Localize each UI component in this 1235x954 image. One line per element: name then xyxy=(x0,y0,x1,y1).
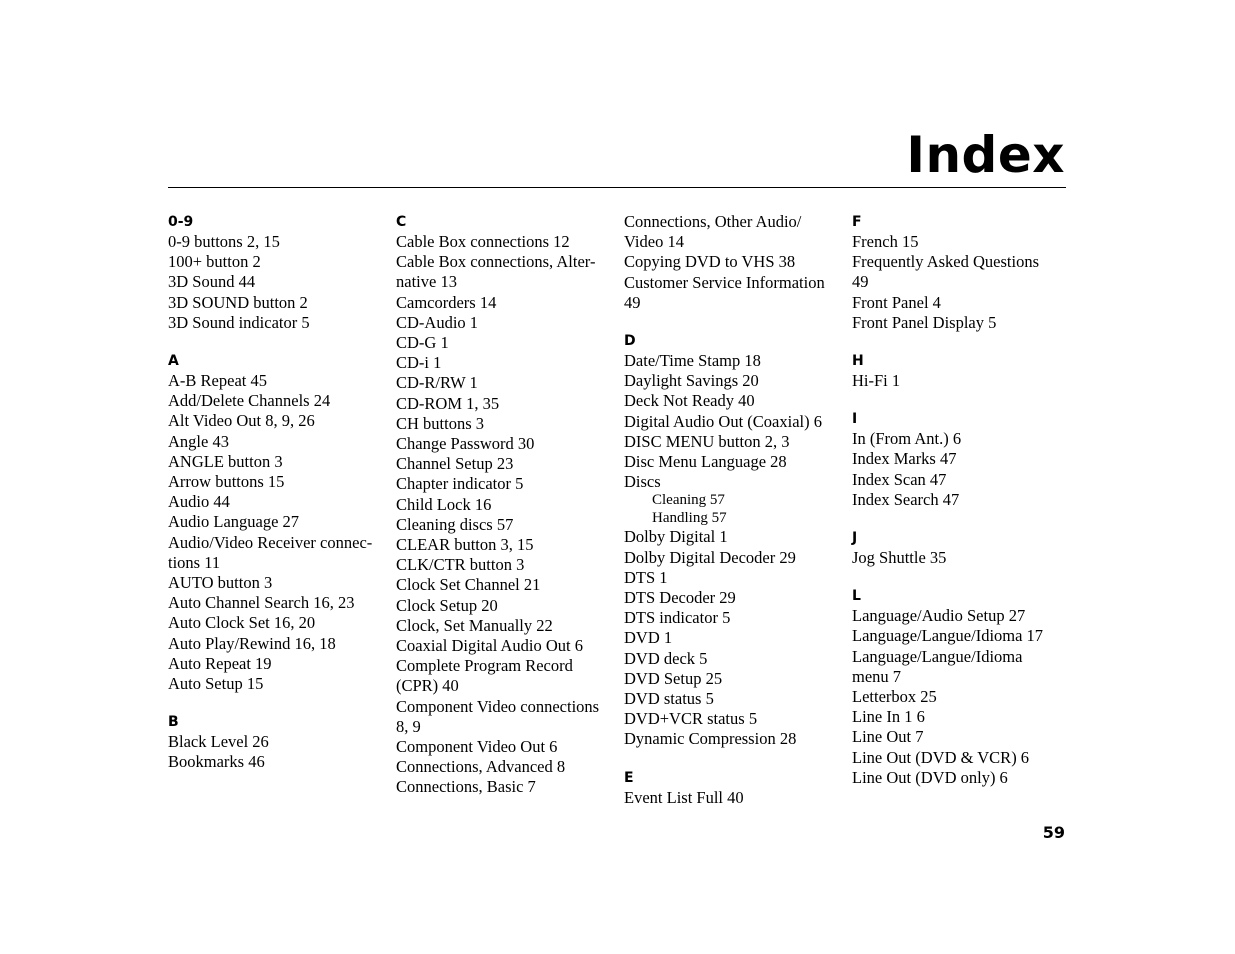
index-entry: Cable Box connections, Alter- xyxy=(396,252,596,272)
index-entry: Auto Play/Rewind 16, 18 xyxy=(168,633,336,653)
index-entry: 8, 9 xyxy=(396,716,421,736)
section-letter-heading: A xyxy=(168,353,179,370)
index-entry: Arrow buttons 15 xyxy=(168,472,285,492)
index-entry: native 13 xyxy=(396,272,457,292)
index-entry: Connections, Basic 7 xyxy=(396,777,536,797)
section-letter-heading: I xyxy=(852,411,858,428)
index-entry: Channel Setup 23 xyxy=(396,454,514,474)
index-entry: Index Search 47 xyxy=(852,489,960,509)
index-entry: Black Level 26 xyxy=(168,732,269,752)
page-title: Index xyxy=(906,126,1065,184)
index-entry: A-B Repeat 45 xyxy=(168,371,267,391)
index-entry: Auto Channel Search 16, 23 xyxy=(168,593,355,613)
index-entry: Cleaning discs 57 xyxy=(396,514,514,534)
index-column-1 xyxy=(168,212,383,791)
index-section xyxy=(852,351,1067,391)
index-entry: Clock Setup 20 xyxy=(396,595,498,615)
index-entry: CD-R/RW 1 xyxy=(396,373,478,393)
index-entry: CLEAR button 3, 15 xyxy=(396,535,534,555)
index-entry: Frequently Asked Questions xyxy=(852,252,1039,272)
index-entry: French 15 xyxy=(852,232,919,251)
index-entry: Language/Langue/Idioma xyxy=(852,646,1023,666)
index-entry: AUTO button 3 xyxy=(168,573,273,593)
section-letter-heading: C xyxy=(396,214,407,230)
section-letter-heading: E xyxy=(624,769,634,786)
index-entry: Angle 43 xyxy=(168,431,229,451)
index-entry: Audio 44 xyxy=(168,492,230,512)
index-entry: DTS indicator 5 xyxy=(624,608,731,628)
index-entry: Discs xyxy=(624,472,661,492)
index-entry: CD-i 1 xyxy=(396,353,442,373)
index-entry: Coaxial Digital Audio Out 6 xyxy=(396,636,583,656)
index-column-2 xyxy=(396,212,611,816)
index-entry: CD-Audio 1 xyxy=(396,312,479,332)
section-letter-heading: J xyxy=(852,530,858,547)
index-entry: Camcorders 14 xyxy=(396,292,497,312)
index-entry: Event List Full 40 xyxy=(624,787,744,807)
index-entry: Change Password 30 xyxy=(396,434,535,454)
index-section xyxy=(852,586,1067,788)
index-section xyxy=(852,409,1067,510)
index-entry: Front Panel 4 xyxy=(852,292,941,312)
index-entry: 100+ button 2 xyxy=(168,252,261,272)
index-entry: Child Lock 16 xyxy=(396,494,492,514)
index-entry: Auto Clock Set 16, 20 xyxy=(168,613,316,633)
index-entry: DTS 1 xyxy=(624,567,668,587)
index-entry: DVD Setup 25 xyxy=(624,668,723,688)
index-entry: Date/Time Stamp 18 xyxy=(624,351,761,371)
index-entry: Dolby Digital Decoder 29 xyxy=(624,547,796,567)
index-entry: Clock, Set Manually 22 xyxy=(396,615,553,635)
index-entry: Digital Audio Out (Coaxial) 6 xyxy=(624,411,822,431)
index-column-3 xyxy=(624,212,839,826)
index-section xyxy=(168,712,383,772)
index-entry: CD-ROM 1, 35 xyxy=(396,393,500,413)
index-entry: DVD deck 5 xyxy=(624,648,708,668)
index-entry: Alt Video Out 8, 9, 26 xyxy=(168,411,315,431)
index-entry: Language/Langue/Idioma 17 xyxy=(852,626,1044,646)
index-section xyxy=(852,212,1067,333)
section-letter-heading: F xyxy=(852,214,862,230)
index-section xyxy=(168,351,383,694)
index-section xyxy=(168,212,383,333)
section-letter-heading: L xyxy=(852,588,861,605)
section-letter-heading: 0-9 xyxy=(168,214,194,230)
index-entry: Connections, Advanced 8 xyxy=(396,757,566,777)
index-section xyxy=(396,212,611,798)
page-number: 59 xyxy=(1042,823,1065,842)
index-entry: 3D Sound 44 xyxy=(168,272,256,292)
index-entry: Customer Service Information xyxy=(624,272,825,292)
index-entry: Audio/Video Receiver connec- xyxy=(168,532,373,552)
index-entry: 3D Sound indicator 5 xyxy=(168,312,310,332)
index-subentry: Handling 57 xyxy=(652,509,727,526)
index-entry: Dynamic Compression 28 xyxy=(624,729,797,749)
index-entry: Auto Repeat 19 xyxy=(168,653,272,673)
index-entry: Line Out (DVD & VCR) 6 xyxy=(852,747,1030,767)
index-entry: Hi-Fi 1 xyxy=(852,371,901,391)
index-entry: Language/Audio Setup 27 xyxy=(852,606,1026,626)
index-entry: CH buttons 3 xyxy=(396,413,485,433)
index-entry: Copying DVD to VHS 38 xyxy=(624,252,796,272)
index-entry: DVD status 5 xyxy=(624,689,714,709)
index-entry: Line Out (DVD only) 6 xyxy=(852,767,1008,787)
index-entry: DISC MENU button 2, 3 xyxy=(624,431,790,451)
index-entry: Index Scan 47 xyxy=(852,469,947,489)
section-letter-heading: H xyxy=(852,353,864,370)
index-entry: Line Out 7 xyxy=(852,727,924,747)
index-entry: Clock Set Channel 21 xyxy=(396,575,541,595)
index-entry: Component Video Out 6 xyxy=(396,737,558,757)
index-entry: Letterbox 25 xyxy=(852,687,937,707)
index-entry: Bookmarks 46 xyxy=(168,752,265,772)
index-section xyxy=(624,331,839,750)
index-entry: DVD+VCR status 5 xyxy=(624,709,758,729)
index-entry: 0-9 buttons 2, 15 xyxy=(168,232,280,251)
index-entry: 49 xyxy=(624,292,641,312)
index-entry: Disc Menu Language 28 xyxy=(624,452,787,472)
index-entry: tions 11 xyxy=(168,552,221,572)
index-subentry: Cleaning 57 xyxy=(652,492,725,509)
index-entry: Jog Shuttle 35 xyxy=(852,548,947,568)
index-section xyxy=(852,528,1067,568)
section-letter-heading: D xyxy=(624,333,636,350)
index-entry: ANGLE button 3 xyxy=(168,451,283,471)
index-entry: CLK/CTR button 3 xyxy=(396,555,525,575)
index-entry: In (From Ant.) 6 xyxy=(852,429,962,449)
index-entry: Chapter indicator 5 xyxy=(396,474,524,494)
index-entry: Index Marks 47 xyxy=(852,449,957,469)
index-entry: CD-G 1 xyxy=(396,333,449,353)
index-entry: Daylight Savings 20 xyxy=(624,371,759,391)
index-entry: DTS Decoder 29 xyxy=(624,588,736,608)
index-section xyxy=(624,212,839,313)
index-entry: Audio Language 27 xyxy=(168,512,300,532)
section-letter-heading: B xyxy=(168,714,179,731)
index-entry: (CPR) 40 xyxy=(396,676,459,696)
index-entry: Auto Setup 15 xyxy=(168,674,264,694)
title-rule xyxy=(168,187,1066,188)
index-entry: Component Video connections xyxy=(396,696,600,716)
index-entry: Front Panel Display 5 xyxy=(852,312,997,332)
index-entry: menu 7 xyxy=(852,666,902,686)
index-entry: Connections, Other Audio/ xyxy=(624,212,802,231)
index-entry: Video 14 xyxy=(624,232,684,252)
index-section xyxy=(624,768,839,808)
index-entry: Add/Delete Channels 24 xyxy=(168,391,331,411)
index-entry: Line In 1 6 xyxy=(852,707,925,727)
index-entry: DVD 1 xyxy=(624,628,673,648)
index-entry: 49 xyxy=(852,272,869,292)
index-entry: Cable Box connections 12 xyxy=(396,232,570,251)
index-column-4 xyxy=(852,212,1067,806)
index-entry: 3D SOUND button 2 xyxy=(168,292,308,312)
index-entry: Complete Program Record xyxy=(396,656,573,676)
index-entry: Dolby Digital 1 xyxy=(624,527,728,547)
index-entry: Deck Not Ready 40 xyxy=(624,391,755,411)
